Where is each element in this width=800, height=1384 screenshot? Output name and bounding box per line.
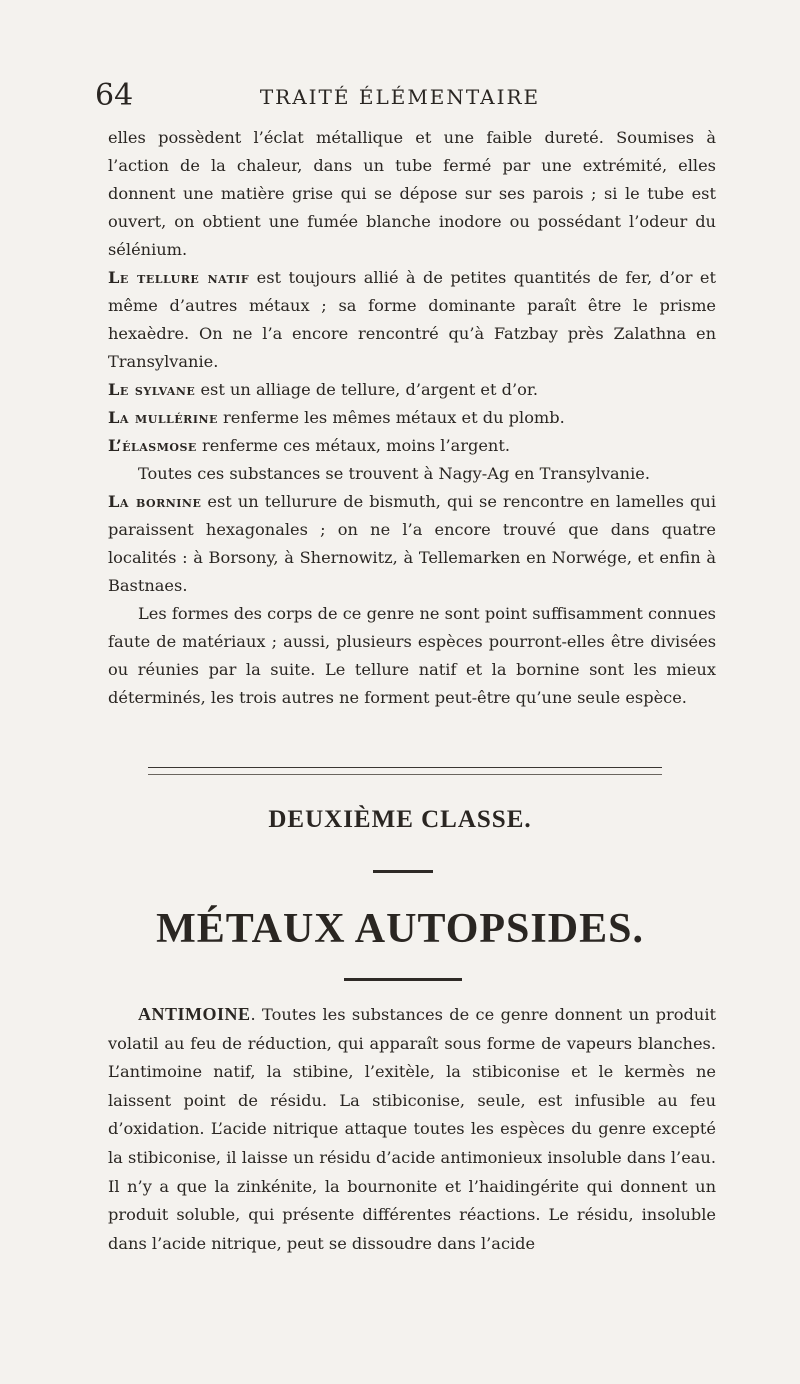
paragraph-formes	[108, 600, 716, 712]
antimoine-section	[108, 1000, 716, 1258]
paragraph-continuation	[108, 124, 716, 264]
paragraph-lead: La mullérine	[108, 408, 218, 427]
paragraph-text: Toutes ces substances se trouvent à Nagy-Ag en Transylvanie.	[138, 464, 650, 483]
paragraph-text: est un alliage de tellure, d’argent et d’or.	[195, 380, 538, 399]
paragraph-lead: Le tellure natif	[108, 268, 250, 287]
heading-rule	[344, 978, 462, 981]
paragraph-text: elles possèdent l’éclat métallique et une faible dureté. Soumises à l’action de la chaleur, dans un tube fermé par une extrémité, elles donnent une matière grise qui se dépose sur ses parois ; si le tube est ouvert, on obtient une fumée blanche inodore ou possédant l’odeur du sélénium.	[108, 128, 716, 259]
paragraph-lead: La bornine	[108, 492, 202, 511]
section-divider	[148, 767, 662, 775]
section-heading: MÉTAUX AUTOPSIDES.	[156, 906, 644, 952]
paragraph-lead: Le sylvane	[108, 380, 196, 399]
paragraph-text: . Toutes les substances de ce genre donnent un produit volatil au feu de réduction, qui apparaît sous forme de vapeurs blanches. L’antimoine natif, la stibine, l’exitèle, la stibiconise et le kermès ne laissent point de résidu. La stibiconise, seule, est infusible au feu d’oxidation. L’acide nitrique attaque toutes les espèces du genre excepté la stibiconise, il laisse un résidu d’acide antimonieux insoluble dans l’eau. Il n’y a que la zinkénite, la bournonite et l’haidingérite qui donnent un produit soluble, qui présente différentes réactions. Le résidu, insoluble dans l’acide nitrique, peut se dissoudre dans l’acide	[108, 1005, 716, 1253]
genus-heading: ANTIMOINE	[138, 1004, 251, 1024]
heading-rule	[373, 870, 433, 873]
running-title: TRAITÉ ÉLÉMENTAIRE	[259, 85, 541, 109]
class-heading: DEUXIÈME CLASSE.	[268, 806, 532, 833]
paragraph-elasmose	[108, 432, 716, 460]
paragraph-text: est toujours allié à de petites quantités de fer, d’or et même d’autres métaux ; sa forme dominante paraît être le prisme hexaèdre. On ne l’a encore rencontré qu’à Fatzbay près Zalathna en Transylvanie.	[108, 268, 716, 371]
running-head	[0, 76, 800, 116]
paragraph-text: renferme les mêmes métaux et du plomb.	[217, 408, 565, 427]
paragraph-text: Les formes des corps de ce genre ne sont point suffisamment connues faute de matériaux ; aussi, plusieurs espèces pourront-elles être divisées ou réunies par la suite. Le tellure natif et la bornine sont les mieux déterminés, les trois autres ne forment peut-être qu’une seule espèce.	[108, 604, 716, 707]
page-number: 64	[95, 78, 134, 113]
paragraph-bornine	[108, 488, 716, 600]
paragraph-nagy-ag	[108, 460, 716, 488]
paragraph-tellure-natif	[108, 264, 716, 376]
paragraph-sylvane	[108, 376, 716, 404]
paragraph-text: est un tellurure de bismuth, qui se rencontre en lamelles qui paraissent hexagonales ; on ne l’a encore trouvé que dans quatre localités : à Borsony, à Shernowitz, à Tellemarken en Norwége, et enfin à Bastnaes.	[108, 492, 716, 595]
paragraph-lead: L’élasmose	[108, 436, 197, 455]
paragraph-antimoine	[108, 1000, 716, 1258]
paragraph-mullerine	[108, 404, 716, 432]
paragraph-text: renferme ces métaux, moins l’argent.	[196, 436, 511, 455]
body-text	[108, 124, 716, 712]
